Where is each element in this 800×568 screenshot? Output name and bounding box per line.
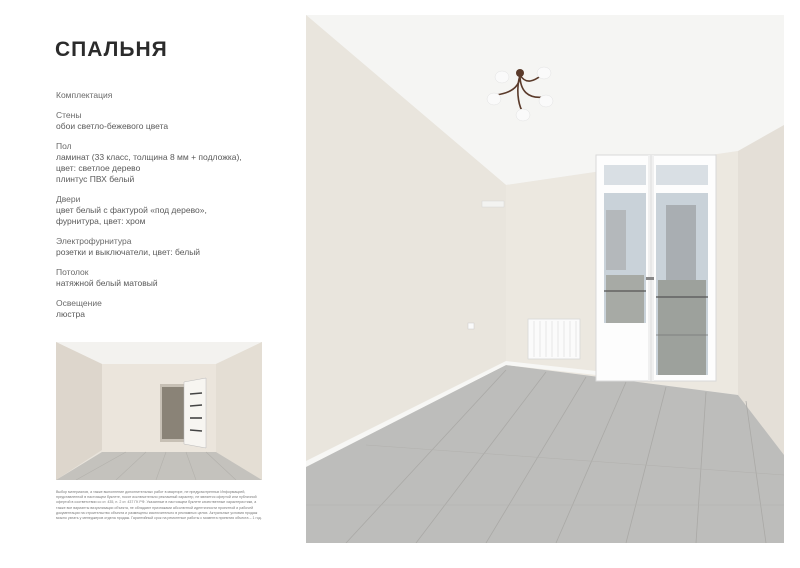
bedroom-main-photo [306, 15, 784, 543]
spec-label: Электрофурнитура [56, 236, 132, 246]
spec-walls [56, 110, 276, 132]
spec-kit [56, 90, 276, 101]
spec-value: ламинат (33 класс, толщина 8 мм + подложка), [56, 152, 242, 162]
spec-value: натяжной белый матовый [56, 278, 158, 288]
spec-lighting [56, 298, 276, 320]
room-thumbnail-photo [56, 342, 262, 480]
spec-label: Двери [56, 194, 81, 204]
spec-electrical [56, 236, 276, 258]
spec-doors [56, 194, 276, 227]
spec-floor [56, 141, 276, 185]
spec-label: Комплектация [56, 90, 113, 100]
legal-disclaimer: Выбор материалов, а также выполнение дополнительных работ в квартире, не предусмотренных Информацией, представленной в настоящем буклете, носят исключительно рекламный характер, не является офертой или публичной офертой в соответствии со ст. 435, п. 2 ст. 437 ГК РФ. Указанные в настоящем буклете качественные характеристики, а также все варианты визуализации объекта, не обладают признаками абсолютной идентичности проектной и рабочей документации на строительство объекта и размещены исключительно в рекламных целях. Актуальные условия продаж можно узнать у менеджеров отдела продаж. Гарантийный срок на ремонтные работы с момента принятия объекта – 1 год. [56, 490, 262, 521]
spec-ceiling [56, 267, 276, 289]
spec-label: Потолок [56, 267, 89, 277]
spec-value: плинтус ПВХ белый [56, 174, 135, 184]
spec-value: цвет белый с фактурой «под дерево», [56, 205, 207, 215]
spec-value: люстра [56, 309, 85, 319]
spec-value: розетки и выключатели, цвет: белый [56, 247, 201, 257]
spec-value: фурнитура, цвет: хром [56, 216, 146, 226]
spec-label: Пол [56, 141, 72, 151]
page-title: СПАЛЬНЯ [55, 38, 168, 61]
spec-label: Стены [56, 110, 82, 120]
spec-value: цвет: светлое дерево [56, 163, 141, 173]
specs-list [56, 90, 276, 329]
spec-label: Освещение [56, 298, 102, 308]
spec-value: обои светло-бежевого цвета [56, 121, 169, 131]
